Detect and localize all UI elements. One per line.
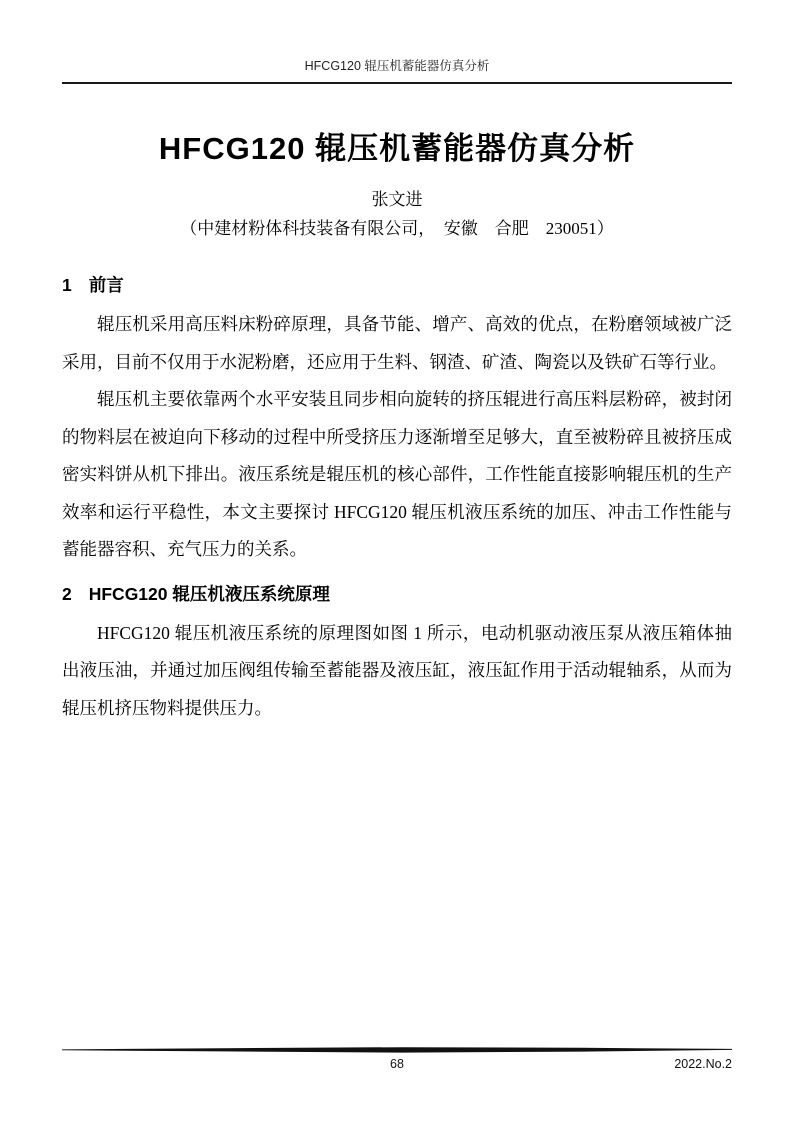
article-title: HFCG120 辊压机蓄能器仿真分析 xyxy=(158,131,636,166)
header-rule xyxy=(62,82,732,84)
author-affiliation: （中建材粉体科技装备有限公司， 安徽 合肥 230051） xyxy=(180,219,614,238)
section-1-title: 前言 xyxy=(88,275,124,295)
page-footer xyxy=(62,1046,732,1073)
issue-label: 2022.No.2 xyxy=(674,1057,732,1071)
author-name: 张文进 xyxy=(371,190,423,209)
section-1-paragraph-1: 辊压机采用高压料床粉碎原理，具备节能、增产、高效的优点，在粉磨领域被广泛采用，目前不仅用于水泥粉磨，还应用于生料、钢渣、矿渣、陶瓷以及铁矿石等行业。 xyxy=(62,314,732,372)
section-2-number: 2 xyxy=(62,583,72,604)
section-1-heading xyxy=(62,273,732,297)
running-header-title: HFCG120 辊压机蓄能器仿真分析 xyxy=(304,59,490,73)
section-1-number: 1 xyxy=(62,275,72,295)
section-2-heading xyxy=(62,582,732,606)
section-2-paragraph-1: HFCG120 辊压机液压系统的原理图如图 1 所示，电动机驱动液压泵从液压箱体抽出液压油，并通过加压阀组传输至蓄能器及液压缸，液压缸作用于活动辊轴系，从而为辊压机挤压物料提供压力。 xyxy=(62,622,732,718)
footer-tapered-rule xyxy=(62,1046,732,1054)
footer-row xyxy=(62,1056,732,1073)
page-number: 68 xyxy=(390,1057,404,1071)
section-1-paragraph-2: 辊压机主要依靠两个水平安装且同步相向旋转的挤压辊进行高压料层粉碎，被封闭的物料层在被迫向下移动的过程中所受挤压力逐渐增至足够大，直至被粉碎且被挤压成密实料饼从机下排出。液压系统是辊压机的核心部件，工作性能直接影响辊压机的生产效率和运行平稳性，本文主要探讨 HFCG120 辊压机液压系统的加压、冲击工作性能与蓄能器容积、充气压力的关系。 xyxy=(62,389,732,559)
section-2-title: HFCG120 辊压机液压系统原理 xyxy=(88,583,330,604)
